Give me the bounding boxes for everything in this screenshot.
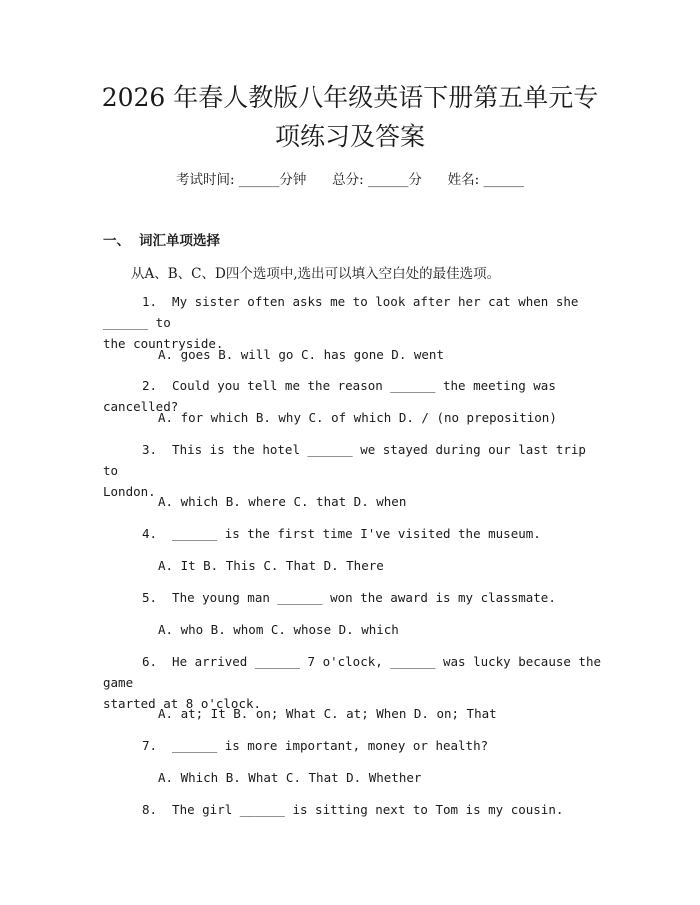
question-number: 3. (141, 442, 157, 457)
question-number: 6. (141, 654, 157, 669)
question-number: 7. (141, 738, 157, 753)
exam-meta-info: 考试时间: ______分钟 总分: ______分 姓名: ______ (175, 172, 524, 188)
question-text: ______ is the first time I've visited the museum. (157, 526, 541, 541)
question-text: ______ is more important, money or health? (157, 738, 489, 753)
question-text: My sister often asks me to look after her cat when she ______ to the countryside. (103, 294, 579, 351)
section-heading (103, 229, 220, 249)
section-instruction: 从A、B、C、D四个选项中,选出可以填入空白处的最佳选项。 (131, 266, 501, 282)
question-6-options: A. at; It B. on; What C. at; When D. on; That (158, 706, 497, 721)
question-text: He arrived ______ 7 o'clock, ______ was lucky because the game started at 8 o'clock. (103, 654, 602, 711)
question-7 (103, 735, 603, 756)
question-1-options: A. goes B. will go C. has gone D. went (158, 347, 444, 362)
document-title-line-1: 2026 年春人教版八年级英语下册第五单元专 (101, 83, 599, 112)
document-title-line-2: 项练习及答案 (274, 122, 425, 151)
section-number: 一、 (103, 233, 130, 249)
question-3-options: A. which B. where C. that D. when (158, 494, 407, 509)
question-8 (103, 799, 603, 820)
question-5-options: A. who B. whom C. whose D. which (158, 622, 399, 637)
question-number: 2. (141, 378, 157, 393)
question-number: 8. (141, 802, 157, 817)
question-number: 1. (141, 294, 157, 309)
question-text: The girl ______ is sitting next to Tom is my cousin. (157, 802, 564, 817)
question-2-options: A. for which B. why C. of which D. / (no preposition) (158, 410, 557, 425)
question-text: The young man ______ won the award is my classmate. (157, 590, 556, 605)
section-title: 词汇单项选择 (139, 233, 220, 249)
question-4-options: A. It B. This C. That D. There (158, 558, 384, 573)
question-text: Could you tell me the reason ______ the meeting was cancelled? (103, 378, 564, 414)
question-5 (103, 587, 603, 608)
question-number: 4. (141, 526, 157, 541)
question-text: This is the hotel ______ we stayed during our last trip to London. (103, 442, 586, 499)
question-4 (103, 523, 603, 544)
question-number: 5. (141, 590, 157, 605)
question-7-options: A. Which B. What C. That D. Whether (158, 770, 422, 785)
